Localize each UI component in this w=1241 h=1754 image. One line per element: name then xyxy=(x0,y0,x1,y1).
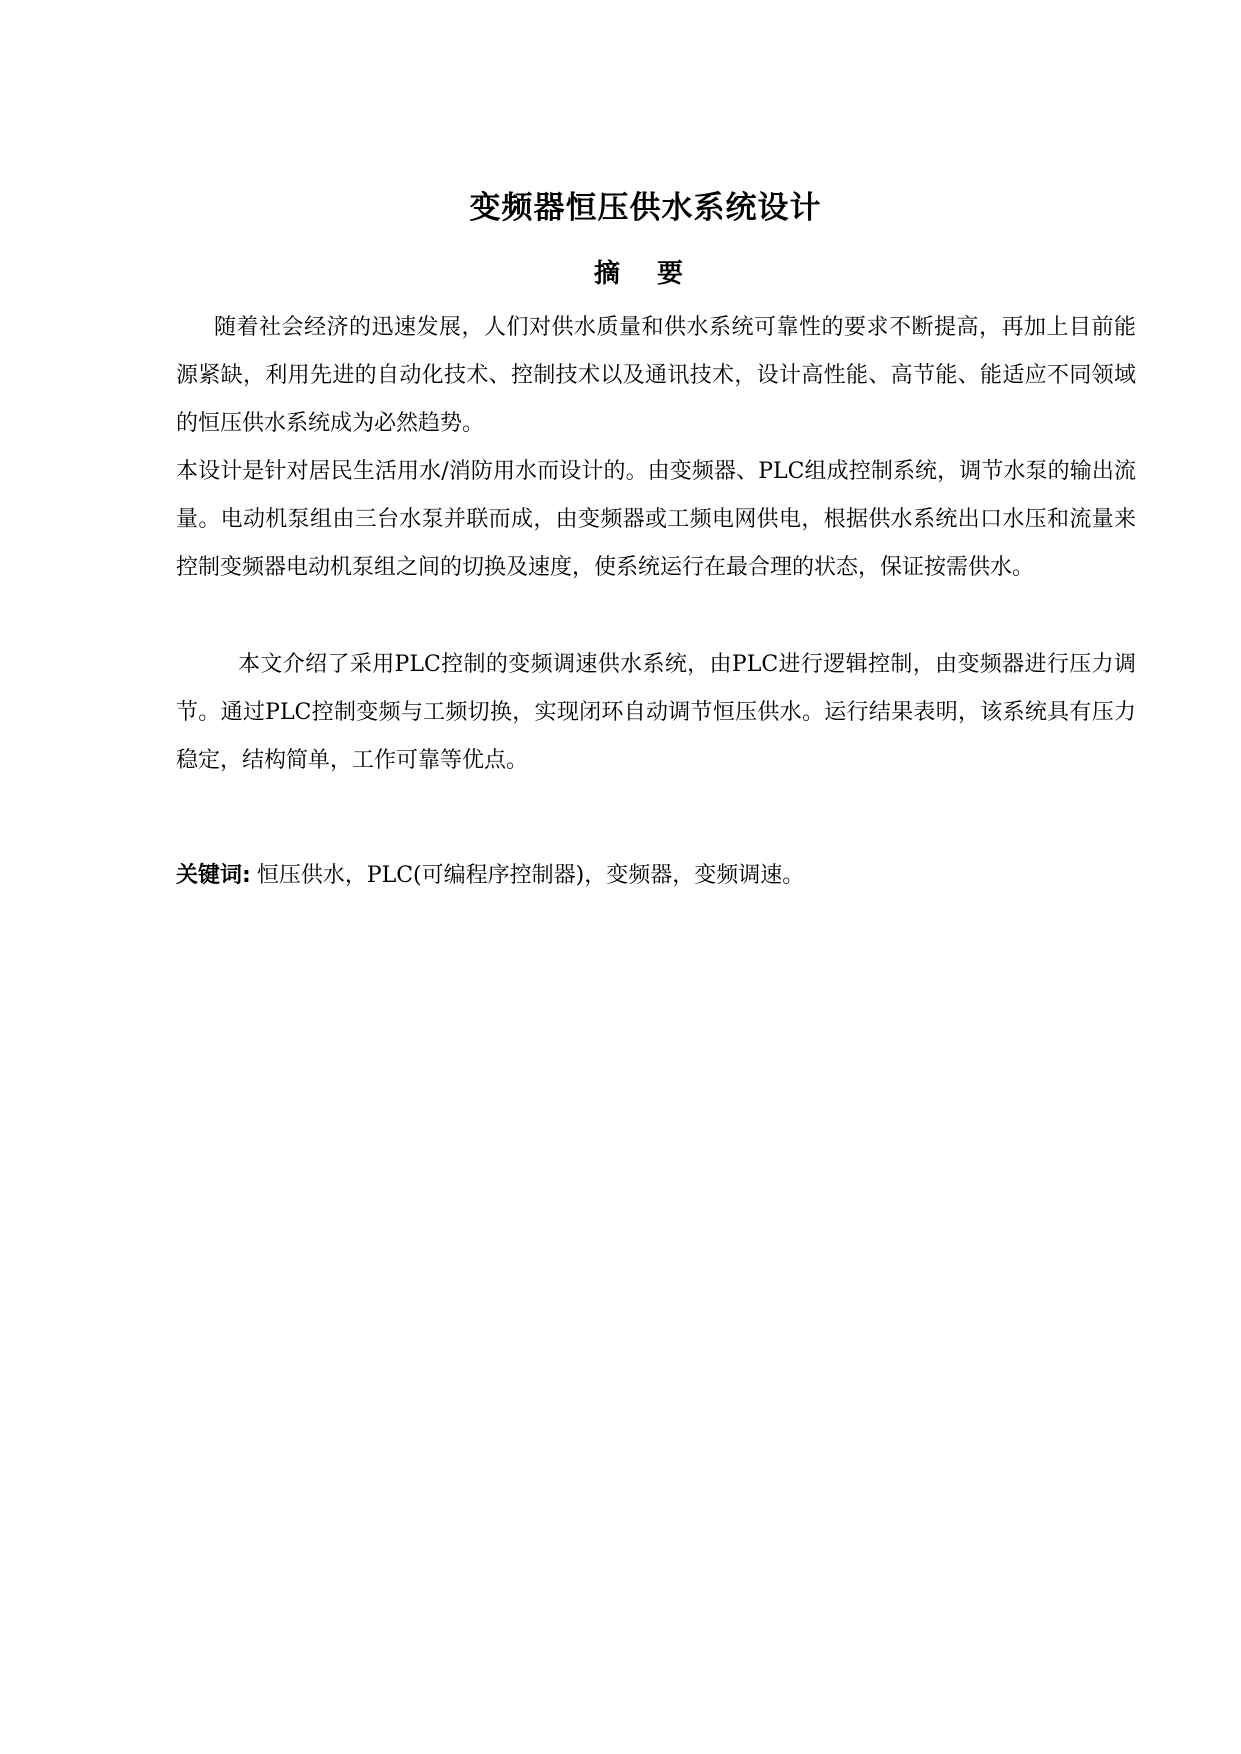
abstract-paragraph-2: 本设计是针对居民生活用水/消防用水而设计的。由变频器、PLC组成控制系统，调节水泵的输出流量。电动机泵组由三台水泵并联而成，由变频器或工频电网供电，根据供水系统出口水压和流量来控制变频器电动机泵组之间的切换及速度，使系统运行在最合理的状态，保证按需供水。 xyxy=(176,459,1136,580)
keywords-line xyxy=(176,858,1136,894)
abstract-paragraph-3: 本文介绍了采用PLC控制的变频调速供水系统，由PLC进行逻辑控制，由变频器进行压力调节。通过PLC控制变频与工频切换，实现闭环自动调节恒压供水。运行结果表明，该系统具有压力稳定，结构简单，工作可靠等优点。 xyxy=(176,652,1136,773)
abstract-paragraph-1: 随着社会经济的迅速发展，人们对供水质量和供水系统可靠性的要求不断提高，再加上目前能源紧缺，利用先进的自动化技术、控制技术以及通讯技术，设计高性能、高节能、能适应不同领域的恒压供水系统成为必然趋势。 xyxy=(176,315,1136,436)
keywords-label: 关键词: xyxy=(176,863,251,888)
document-title: 变频器恒压供水系统设计 xyxy=(469,190,822,226)
keywords-text: 恒压供水，PLC(可编程序控制器)，变频器，变频调速。 xyxy=(256,863,805,888)
abstract-heading: 摘 要 xyxy=(593,259,698,289)
